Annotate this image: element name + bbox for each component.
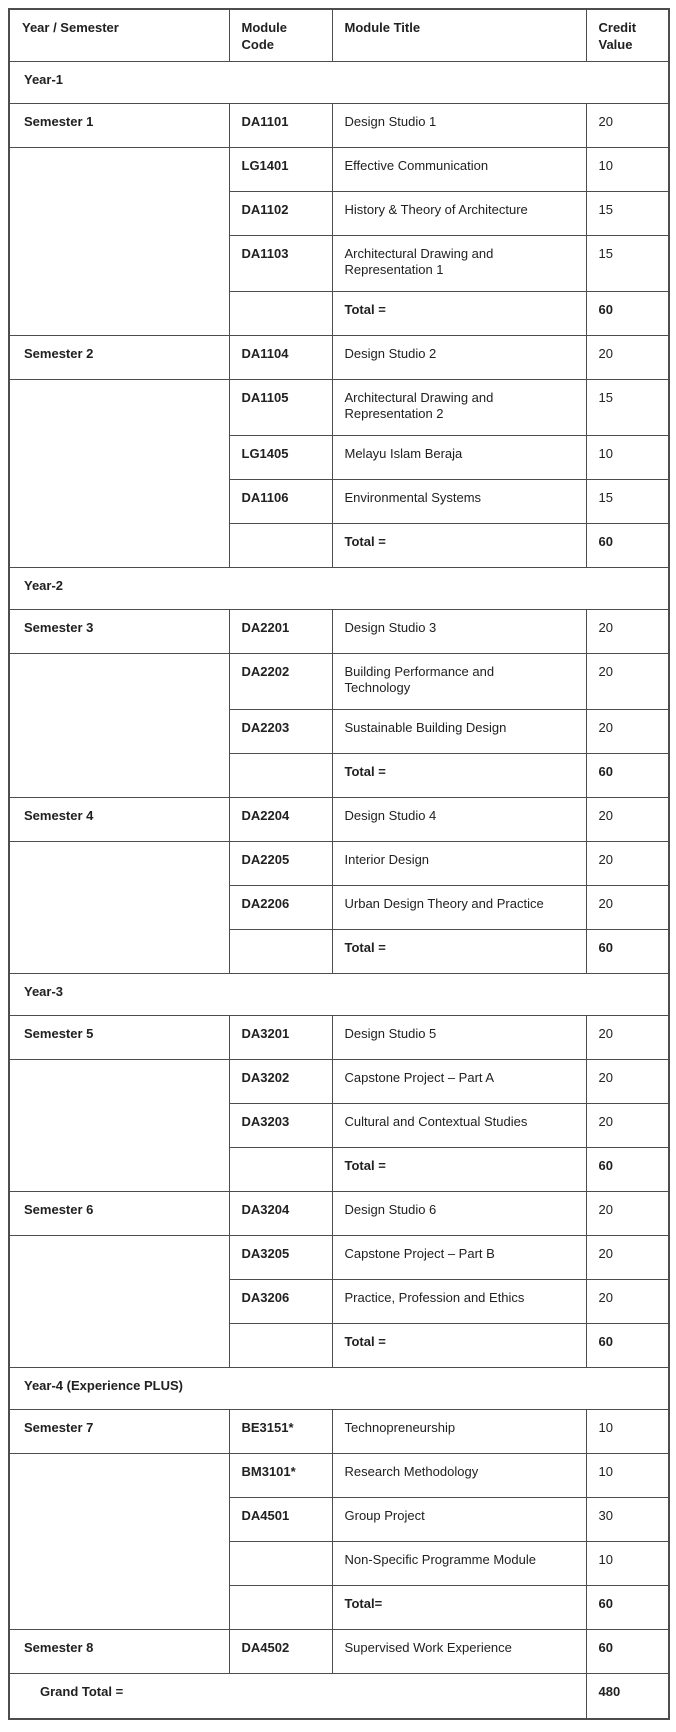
total-label-cell: Total= bbox=[332, 1585, 586, 1629]
table-row bbox=[9, 1409, 669, 1453]
module-code-cell bbox=[229, 1541, 332, 1585]
module-title-cell: Interior Design bbox=[332, 841, 586, 885]
total-value-cell: 60 bbox=[586, 753, 669, 797]
empty-code-cell bbox=[229, 929, 332, 973]
total-value-cell: 60 bbox=[586, 929, 669, 973]
total-label-cell: Total = bbox=[332, 523, 586, 567]
empty-code-cell bbox=[229, 523, 332, 567]
table-row bbox=[9, 335, 669, 379]
module-title-cell: Sustainable Building Design bbox=[332, 709, 586, 753]
credit-value-cell: 20 bbox=[586, 1059, 669, 1103]
total-value-cell: 60 bbox=[586, 1323, 669, 1367]
table-row bbox=[9, 1629, 669, 1673]
module-title-cell: Architectural Drawing and Representation 2 bbox=[332, 379, 586, 435]
year-row bbox=[9, 973, 669, 1015]
total-value-cell: 60 bbox=[586, 291, 669, 335]
module-code-cell: DA2202 bbox=[229, 653, 332, 709]
table-row bbox=[9, 609, 669, 653]
table-row bbox=[9, 147, 669, 191]
total-label-cell: Total = bbox=[332, 1323, 586, 1367]
module-code-cell: DA4501 bbox=[229, 1497, 332, 1541]
module-code-cell: DA1106 bbox=[229, 479, 332, 523]
credit-value-cell: 20 bbox=[586, 609, 669, 653]
credit-value-cell: 30 bbox=[586, 1497, 669, 1541]
module-title-cell: History & Theory of Architecture bbox=[332, 191, 586, 235]
credit-value-cell: 20 bbox=[586, 1191, 669, 1235]
column-header-3: Credit Value bbox=[586, 9, 669, 61]
semester-label: Semester 5 bbox=[9, 1015, 229, 1059]
module-title-cell: Practice, Profession and Ethics bbox=[332, 1279, 586, 1323]
credit-value-cell: 10 bbox=[586, 435, 669, 479]
credit-value-cell: 20 bbox=[586, 1015, 669, 1059]
total-label-cell: Total = bbox=[332, 929, 586, 973]
module-code-cell: DA2205 bbox=[229, 841, 332, 885]
module-title-cell: Capstone Project – Part B bbox=[332, 1235, 586, 1279]
page bbox=[0, 8, 676, 1720]
grand-total-label: Grand Total = bbox=[9, 1673, 586, 1719]
module-code-cell: DA1101 bbox=[229, 103, 332, 147]
semester-spacer-cell bbox=[9, 379, 229, 567]
semester-label: Semester 8 bbox=[9, 1629, 229, 1673]
semester-label: Semester 2 bbox=[9, 335, 229, 379]
credit-value-cell: 15 bbox=[586, 191, 669, 235]
column-header-0: Year / Semester bbox=[9, 9, 229, 61]
credit-value-cell: 20 bbox=[586, 653, 669, 709]
table-row bbox=[9, 797, 669, 841]
total-label-cell: Total = bbox=[332, 291, 586, 335]
year-label: Year-3 bbox=[9, 973, 669, 1015]
table-row bbox=[9, 841, 669, 885]
semester-label: Semester 7 bbox=[9, 1409, 229, 1453]
year-row bbox=[9, 1367, 669, 1409]
table-header bbox=[9, 9, 669, 61]
empty-code-cell bbox=[229, 753, 332, 797]
module-title-cell: Technopreneurship bbox=[332, 1409, 586, 1453]
credit-value-cell: 20 bbox=[586, 1235, 669, 1279]
module-code-cell: DA2204 bbox=[229, 797, 332, 841]
semester-label: Semester 1 bbox=[9, 103, 229, 147]
module-code-cell: DA2203 bbox=[229, 709, 332, 753]
module-code-cell: DA3204 bbox=[229, 1191, 332, 1235]
module-code-cell: DA1102 bbox=[229, 191, 332, 235]
credit-value-cell: 20 bbox=[586, 335, 669, 379]
table-row bbox=[9, 1235, 669, 1279]
credit-value-cell: 60 bbox=[586, 1629, 669, 1673]
credit-value-cell: 20 bbox=[586, 841, 669, 885]
semester-label: Semester 3 bbox=[9, 609, 229, 653]
grand-total-value: 480 bbox=[586, 1673, 669, 1719]
table-row bbox=[9, 103, 669, 147]
credit-value-cell: 20 bbox=[586, 103, 669, 147]
module-title-cell: Design Studio 1 bbox=[332, 103, 586, 147]
module-title-cell: Environmental Systems bbox=[332, 479, 586, 523]
header-row bbox=[9, 9, 669, 61]
total-label-cell: Total = bbox=[332, 1147, 586, 1191]
module-title-cell: Group Project bbox=[332, 1497, 586, 1541]
module-code-cell: BM3101* bbox=[229, 1453, 332, 1497]
module-title-cell: Design Studio 5 bbox=[332, 1015, 586, 1059]
module-code-cell: DA3202 bbox=[229, 1059, 332, 1103]
credit-value-cell: 10 bbox=[586, 1453, 669, 1497]
semester-spacer-cell bbox=[9, 1235, 229, 1367]
module-title-cell: Design Studio 3 bbox=[332, 609, 586, 653]
module-title-cell: Architectural Drawing and Representation 1 bbox=[332, 235, 586, 291]
module-title-cell: Urban Design Theory and Practice bbox=[332, 885, 586, 929]
year-label: Year-2 bbox=[9, 567, 669, 609]
grand-total-row bbox=[9, 1673, 669, 1719]
column-header-1: Module Code bbox=[229, 9, 332, 61]
module-code-cell: LG1401 bbox=[229, 147, 332, 191]
module-title-cell: Non-Specific Programme Module bbox=[332, 1541, 586, 1585]
module-title-cell: Design Studio 6 bbox=[332, 1191, 586, 1235]
semester-label: Semester 6 bbox=[9, 1191, 229, 1235]
credit-value-cell: 15 bbox=[586, 379, 669, 435]
module-code-cell: DA3205 bbox=[229, 1235, 332, 1279]
semester-spacer-cell bbox=[9, 1059, 229, 1191]
table-row bbox=[9, 653, 669, 709]
curriculum-table bbox=[8, 8, 670, 1720]
module-code-cell: DA1104 bbox=[229, 335, 332, 379]
empty-code-cell bbox=[229, 1147, 332, 1191]
module-code-cell: DA2201 bbox=[229, 609, 332, 653]
year-label: Year-1 bbox=[9, 61, 669, 103]
module-code-cell: DA3201 bbox=[229, 1015, 332, 1059]
empty-code-cell bbox=[229, 291, 332, 335]
total-label-cell: Total = bbox=[332, 753, 586, 797]
column-header-2: Module Title bbox=[332, 9, 586, 61]
table-body bbox=[9, 61, 669, 1719]
credit-value-cell: 15 bbox=[586, 235, 669, 291]
module-title-cell: Cultural and Contextual Studies bbox=[332, 1103, 586, 1147]
credit-value-cell: 20 bbox=[586, 797, 669, 841]
module-title-cell: Design Studio 4 bbox=[332, 797, 586, 841]
module-title-cell: Melayu Islam Beraja bbox=[332, 435, 586, 479]
year-row bbox=[9, 61, 669, 103]
total-value-cell: 60 bbox=[586, 1585, 669, 1629]
credit-value-cell: 15 bbox=[586, 479, 669, 523]
credit-value-cell: 20 bbox=[586, 885, 669, 929]
module-code-cell: DA1103 bbox=[229, 235, 332, 291]
module-code-cell: DA2206 bbox=[229, 885, 332, 929]
module-title-cell: Research Methodology bbox=[332, 1453, 586, 1497]
module-code-cell: DA3206 bbox=[229, 1279, 332, 1323]
module-title-cell: Design Studio 2 bbox=[332, 335, 586, 379]
credit-value-cell: 10 bbox=[586, 147, 669, 191]
credit-value-cell: 20 bbox=[586, 709, 669, 753]
module-code-cell: LG1405 bbox=[229, 435, 332, 479]
table-row bbox=[9, 379, 669, 435]
module-code-cell: DA4502 bbox=[229, 1629, 332, 1673]
table-row bbox=[9, 1191, 669, 1235]
module-code-cell: DA3203 bbox=[229, 1103, 332, 1147]
credit-value-cell: 10 bbox=[586, 1409, 669, 1453]
semester-label: Semester 4 bbox=[9, 797, 229, 841]
module-title-cell: Capstone Project – Part A bbox=[332, 1059, 586, 1103]
empty-code-cell bbox=[229, 1585, 332, 1629]
credit-value-cell: 20 bbox=[586, 1103, 669, 1147]
semester-spacer-cell bbox=[9, 653, 229, 797]
module-title-cell: Supervised Work Experience bbox=[332, 1629, 586, 1673]
table-row bbox=[9, 1015, 669, 1059]
module-title-cell: Building Performance and Technology bbox=[332, 653, 586, 709]
year-label: Year-4 (Experience PLUS) bbox=[9, 1367, 669, 1409]
empty-code-cell bbox=[229, 1323, 332, 1367]
semester-spacer-cell bbox=[9, 841, 229, 973]
year-row bbox=[9, 567, 669, 609]
semester-spacer-cell bbox=[9, 1453, 229, 1629]
total-value-cell: 60 bbox=[586, 523, 669, 567]
module-code-cell: DA1105 bbox=[229, 379, 332, 435]
credit-value-cell: 10 bbox=[586, 1541, 669, 1585]
total-value-cell: 60 bbox=[586, 1147, 669, 1191]
semester-spacer-cell bbox=[9, 147, 229, 335]
module-title-cell: Effective Communication bbox=[332, 147, 586, 191]
table-row bbox=[9, 1059, 669, 1103]
table-row bbox=[9, 1453, 669, 1497]
module-code-cell: BE3151* bbox=[229, 1409, 332, 1453]
credit-value-cell: 20 bbox=[586, 1279, 669, 1323]
